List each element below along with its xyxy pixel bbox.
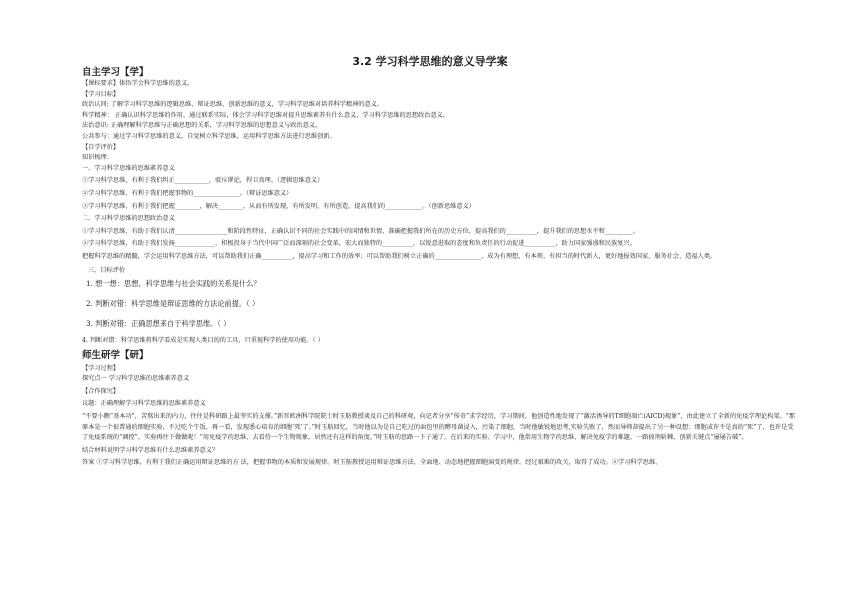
paragraph: 一、学习科学思维的思维素养意义	[82, 164, 175, 172]
document-title: 3.2 学习科学思维的意义导学案	[352, 55, 508, 68]
fill-in-blank-line: ②学习科学思维，有利于我们把握事物的_______________。（辩证思维意义）	[82, 189, 293, 197]
paragraph: 【课标要求】体悟学会科学思维的意义。	[82, 80, 194, 87]
question-item: 2. 判断对错：科学思维是辩证思维的方法论前提。（ ）	[86, 299, 260, 309]
evaluation-heading: 三、目标评价	[88, 266, 126, 274]
paragraph: 议题：正确理解学习科学思维的思维素养意义	[82, 400, 206, 408]
fill-in-blank-line: ③学习科学思维，有利于我们把握________，解决________，从而有所发现、有所发明、有所创造，提高我们的____________。（创新思维意义）	[82, 202, 475, 210]
paragraph: 公共参与：通过学习科学思维的意义，自觉树立科学思维，运用科学思维方法进行思维创新。	[82, 132, 336, 140]
fill-in-blank-line: ②学习科学思维，有助于我们发扬_____________，积极投身于当代中国广泛而深刻的社会变革，宏大而独特的__________，以锐意进取的态度和负责任的行动促进__________，助力国家强盛和民族复兴。	[82, 240, 636, 248]
paragraph: 科学精神： 正确认识科学思维的作用，通过联系实际，体会学习科学思维对提升思维素养有什么意义，学习科学思维的思想政治意义。	[82, 111, 450, 119]
fill-in-blank-paragraph: 把握科学思维的精髓，学会运用科学思维方法，可以帮助我们正确__________，提高学习和工作的效率；可以帮助我们树立正确的_______________，成为有理想、有本领、有担当的时代新人，更好地报效国家、服务社会、造福人类。	[82, 252, 717, 260]
question-item: 1. 想一想：思想、科学思维与社会实践的关系是什么？	[86, 279, 261, 289]
paragraph: 知识梳理：	[82, 154, 113, 162]
fill-in-blank-line: ①学习科学思维，有助于我们认清_________________和阶段性特征，正确认识不同的社会实践中的国情和世情，准确把握我们所在的历史方位，提高我们的__________，提升我们的思想水平和_________。	[82, 227, 639, 235]
document-body	[82, 67, 798, 469]
section-heading-self-study: 自主学习【学】	[82, 67, 149, 78]
paragraph: 【自学评价】	[82, 143, 120, 151]
paragraph: 法治意识: 正确理解科学思维与正确思想的关系，学习科学思维的思想意义与政治意义。	[82, 122, 322, 130]
paragraph: 【学习过程】	[82, 364, 120, 372]
material-paragraph: “不要小瞧“基本功”，苦熬出来的内力，往往是科研路上最坚实的支撑。”新晋欧洲科学院院士时玉舫教授谈及自己的科研观，向记者分享“传奇”求学经历，学习期间，他创造性地发现了“激活诱导的T细胞凋亡(AICD)现象”，由此建立了全新的免疫学理论构架。“那原本是一个很普通的细胞实验，不过吃个午饭，再一看，发现悉心培育的细胞‘死’了。”时玉舫回忆，当时他以为是自己吃过的面包里的酵母菌浸入，污染了细胞，当时他敏锐地思考,实验失败了，然而导师却提出了另一种设想：细胞或许不是真的“死”了，也许是受了免疫系统的“调控”，实验再往下做做呢！”用免疫学的思维，去看待一个生物现象，居然还有这样的角度。”时玉舫的思路一下子通了。在后来的实验、学习中，他常用生物学的思维，解决免疫学的难题，一路披荆斩棘，创新关键点“屡屡告破”。	[82, 413, 795, 442]
paragraph: 政治认同: 了解学习科学思维的逻辑思维、辩证思维、创新思维的意义，学习科学思维对培养科学精神的意义。	[82, 101, 384, 109]
paragraph: 【学习目标】	[82, 90, 120, 98]
paragraph: 探究点一 学习科学思维的思维素养意义	[82, 375, 190, 383]
answer-paragraph: 答案 ①学习科学思维，有利于我们正确运用辩证思维的方 法，把握事物的本质和发展规律。时玉舫教授运用辩证思维方法，全面地、动态地把握细胞演变的规律，经过艰难的攻关，取得了成功。②学习科学思维，	[82, 459, 662, 467]
question-item: 3. 判断对错：正确思想来自于科学思维。（ ）	[86, 319, 231, 329]
paragraph: 【合作探究】	[82, 387, 120, 395]
paragraph: 二、学习科学思维的思想政治意义	[82, 215, 175, 223]
paragraph: 结合材料说明学习科学思维有什么思维素养意义？	[82, 446, 219, 454]
section-heading-research: 师生研学【研】	[82, 349, 149, 361]
fill-in-blank-line: ①学习科学思维，有利于我们纠正___________，驳斥谬论，捍卫真理。（逻辑思维意义）	[82, 177, 324, 185]
question-item: 4. 判断对错：科学思维将科学看成是实现人类目的的工具，只重视科学的使用功能。（ ）	[82, 337, 324, 345]
